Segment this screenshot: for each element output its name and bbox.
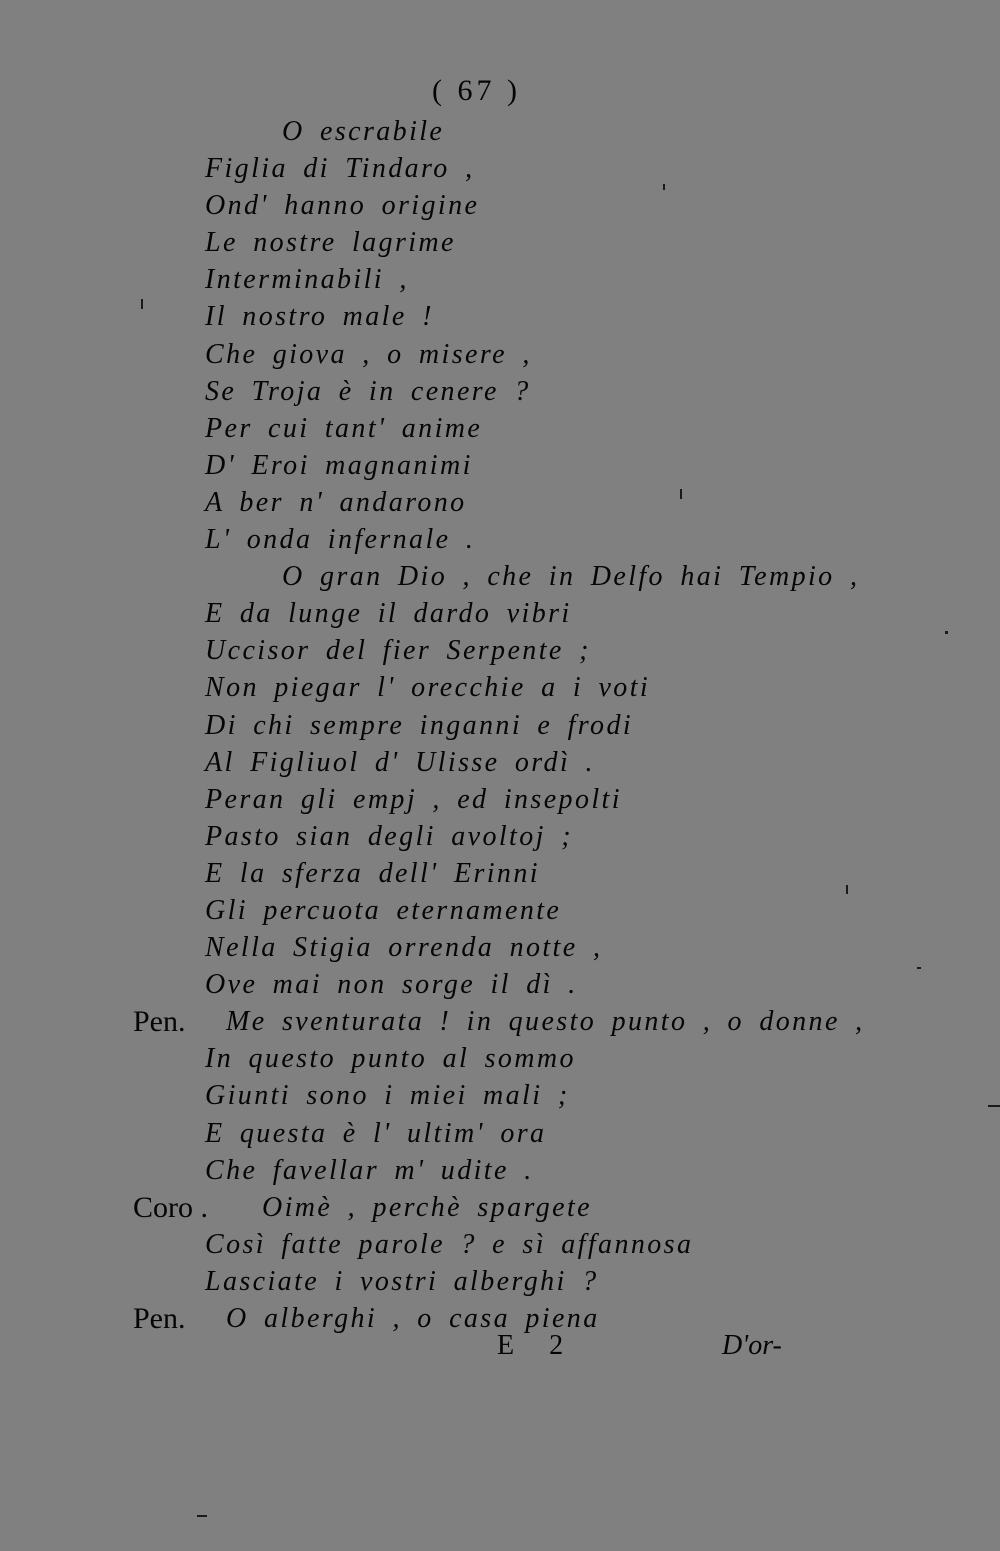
speaker-label: Coro . <box>133 1190 208 1224</box>
verse-line <box>0 447 1000 484</box>
verse-line <box>0 187 1000 224</box>
scan-speck <box>917 967 921 969</box>
verse-text: O alberghi , o casa piena <box>226 1303 600 1334</box>
verse-text: Così fatte parole ? e sì affannosa <box>205 1228 694 1260</box>
verse-line <box>0 113 1000 150</box>
verse-line <box>0 410 1000 447</box>
verse-line <box>0 632 1000 669</box>
verse-line <box>0 966 1000 1003</box>
verse-text: Per cui tant' anime <box>205 412 483 444</box>
verse-text: Figlia di Tindaro , <box>205 153 475 185</box>
verse-text: Nella Stigia orrenda notte , <box>205 932 603 964</box>
verse-line <box>0 1152 1000 1189</box>
scan-speck <box>663 184 665 190</box>
scan-speck <box>988 1105 1000 1107</box>
verse-text: Le nostre lagrime <box>205 227 456 259</box>
verse-line <box>0 521 1000 558</box>
verse-text: Che giova , o misere , <box>205 338 532 370</box>
verse-line <box>0 1040 1000 1077</box>
verse-line <box>0 818 1000 855</box>
verse-text: Gli percuota eternamente <box>205 894 562 926</box>
verse-line <box>0 558 1000 595</box>
speaker-label: Pen. <box>133 1005 186 1039</box>
verse-line <box>0 1077 1000 1114</box>
verse-line <box>0 224 1000 261</box>
scan-speck <box>197 1515 207 1517</box>
verse-line <box>0 781 1000 818</box>
page-footer <box>0 1330 1000 1370</box>
verse-line <box>0 1226 1000 1263</box>
verse-text: Ove mai non sorge il dì . <box>205 969 578 1001</box>
verse-line <box>0 669 1000 706</box>
verse-line <box>0 1263 1000 1300</box>
verse-line <box>0 261 1000 298</box>
verse-line <box>0 892 1000 929</box>
verse-text: Interminabili , <box>205 264 409 296</box>
verse-line <box>0 595 1000 632</box>
verse-text: Non piegar l' orecchie a i voti <box>205 672 651 704</box>
verse-text: In questo punto al sommo <box>205 1043 576 1075</box>
verse-text: Me sventurata ! in questo punto , o donne , <box>226 1006 865 1038</box>
verse-text: Uccisor del fier Serpente ; <box>205 635 591 667</box>
verse-text: Oimè , perchè spargete <box>262 1191 592 1223</box>
scan-speck <box>945 631 948 634</box>
verse-line <box>0 855 1000 892</box>
verse-line <box>0 1003 1000 1040</box>
verse-line <box>0 336 1000 373</box>
speaker-label: Pen. <box>133 1302 186 1335</box>
verse-text: A ber n' andarono <box>205 486 467 518</box>
verse-line <box>0 298 1000 335</box>
scan-speck <box>680 489 682 499</box>
verse-line <box>0 484 1000 521</box>
page-number: ( 67 ) <box>432 74 521 107</box>
verse-text: E questa è l' ultim' ora <box>205 1117 547 1149</box>
verse-text: O gran Dio , che in Delfo hai Tempio , <box>282 561 860 593</box>
signature-mark: E 2 <box>497 1330 578 1361</box>
verse-text: D' Eroi magnanimi <box>205 449 473 481</box>
verse-text: Lasciate i vostri alberghi ? <box>205 1265 599 1297</box>
verse-list <box>0 113 1000 1337</box>
catchword: D'or- <box>722 1330 782 1361</box>
verse-text: E la sferza dell' Erinni <box>205 857 540 889</box>
scan-speck <box>141 299 143 309</box>
verse-text: Che favellar m' udite . <box>205 1154 534 1186</box>
verse-line <box>0 929 1000 966</box>
verse-line <box>0 373 1000 410</box>
verse-line <box>0 707 1000 744</box>
verse-text: Di chi sempre inganni e frodi <box>205 709 634 741</box>
verse-text: Il nostro male ! <box>205 301 434 333</box>
verse-text: L' onda infernale . <box>205 524 476 556</box>
verse-line <box>0 1189 1000 1226</box>
verse-text: Peran gli empj , ed insepolti <box>205 783 622 815</box>
scan-speck <box>846 885 848 894</box>
verse-text: Giunti sono i miei mali ; <box>205 1080 570 1112</box>
verse-text: E da lunge il dardo vibri <box>205 598 572 630</box>
verse-text: O escrabile <box>282 116 445 147</box>
verse-text: Al Figliuol d' Ulisse ordì . <box>205 746 595 778</box>
verse-text: Ond' hanno origine <box>205 190 480 222</box>
verse-line <box>0 1115 1000 1152</box>
verse-line <box>0 150 1000 187</box>
verse-text: Pasto sian degli avoltoj ; <box>205 820 573 852</box>
verse-text: Se Troja è in cenere ? <box>205 375 531 407</box>
verse-line <box>0 744 1000 781</box>
